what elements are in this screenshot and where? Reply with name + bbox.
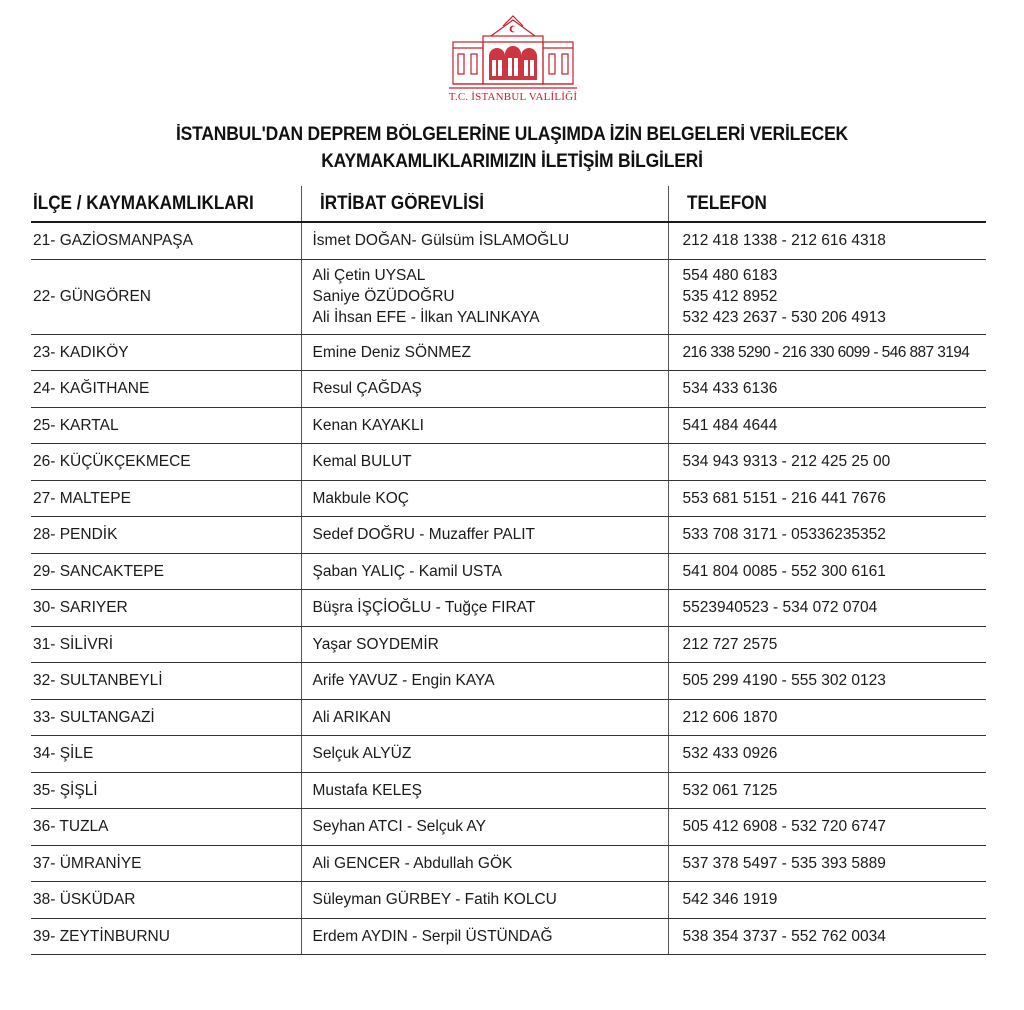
contact-name: Makbule KOÇ bbox=[312, 489, 409, 507]
contact-name: Saniye ÖZÜDOĞRU bbox=[312, 288, 455, 305]
phone-cell bbox=[668, 590, 986, 627]
contact-cell bbox=[301, 882, 668, 919]
contact-name: Kemal BULUT bbox=[312, 453, 412, 471]
contact-name: Yaşar SOYDEMİR bbox=[312, 635, 439, 653]
contact-cell bbox=[301, 444, 668, 481]
contact-name: Ali GENCER - Abdullah GÖK bbox=[312, 854, 513, 872]
table-header-row bbox=[31, 186, 986, 222]
phone-number: 534 433 6136 bbox=[682, 380, 778, 398]
phone-number: 533 708 3171 - 05336235352 bbox=[682, 526, 886, 544]
district-cell: 30- SARIYER bbox=[31, 590, 301, 627]
contact-name: Mustafa KELEŞ bbox=[312, 781, 422, 799]
phone-number: 532 423 2637 - 530 206 4913 bbox=[682, 309, 886, 326]
table-row bbox=[31, 222, 986, 259]
contact-name: Süleyman GÜRBEY - Fatih KOLCU bbox=[312, 891, 557, 909]
table-row bbox=[31, 882, 986, 919]
phone-number: 537 378 5497 - 535 393 5889 bbox=[682, 854, 886, 872]
contact-name: Selçuk ALYÜZ bbox=[312, 745, 412, 763]
contact-name: Ali Çetin UYSAL bbox=[312, 267, 426, 284]
column-header-district: İLÇE / KAYMAKAMLIKLARI bbox=[31, 186, 301, 222]
table-row bbox=[31, 736, 986, 773]
phone-number: 5523940523 - 534 072 0704 bbox=[682, 599, 878, 617]
phone-number: 535 412 8952 bbox=[682, 288, 778, 305]
district-cell: 37- ÜMRANİYE bbox=[31, 845, 301, 882]
column-header-contact: İRTİBAT GÖREVLİSİ bbox=[301, 186, 668, 222]
contact-cell bbox=[301, 772, 668, 809]
table-row bbox=[31, 407, 986, 444]
contact-cell bbox=[301, 553, 668, 590]
page-title bbox=[41, 121, 983, 175]
district-cell: 27- MALTEPE bbox=[31, 480, 301, 517]
contacts-table bbox=[31, 186, 986, 955]
table-row bbox=[31, 626, 986, 663]
phone-number: 212 727 2575 bbox=[682, 635, 778, 653]
phone-cell bbox=[668, 699, 986, 736]
contact-cell bbox=[301, 626, 668, 663]
phone-cell bbox=[668, 882, 986, 919]
table-row bbox=[31, 371, 986, 408]
contact-cell bbox=[301, 517, 668, 554]
contact-name: İsmet DOĞAN- Gülsüm İSLAMOĞLU bbox=[312, 232, 570, 250]
contact-cell bbox=[301, 736, 668, 773]
phone-number: 212 606 1870 bbox=[682, 708, 778, 726]
district-cell: 34- ŞİLE bbox=[31, 736, 301, 773]
phone-cell bbox=[668, 809, 986, 846]
contact-cell bbox=[301, 845, 668, 882]
table-row bbox=[31, 845, 986, 882]
district-cell: 35- ŞİŞLİ bbox=[31, 772, 301, 809]
phone-cell bbox=[668, 407, 986, 444]
district-cell: 22- GÜNGÖREN bbox=[31, 259, 301, 334]
phone-cell bbox=[668, 626, 986, 663]
contact-cell bbox=[301, 334, 668, 371]
contact-name: Şaban YALIÇ - Kamil USTA bbox=[312, 562, 503, 580]
district-cell: 25- KARTAL bbox=[31, 407, 301, 444]
phone-cell bbox=[668, 918, 986, 955]
phone-cell bbox=[668, 772, 986, 809]
table-row bbox=[31, 772, 986, 809]
contact-name: Büşra İŞÇİOĞLU - Tuğçe FIRAT bbox=[312, 599, 536, 617]
district-cell: 21- GAZİOSMANPAŞA bbox=[31, 222, 301, 259]
district-cell: 26- KÜÇÜKÇEKMECE bbox=[31, 444, 301, 481]
phone-number: 505 412 6908 - 532 720 6747 bbox=[682, 818, 886, 836]
table-row bbox=[31, 699, 986, 736]
contact-name: Erdem AYDIN - Serpil ÜSTÜNDAĞ bbox=[312, 927, 553, 945]
district-cell: 31- SİLİVRİ bbox=[31, 626, 301, 663]
table-row bbox=[31, 480, 986, 517]
district-cell: 24- KAĞITHANE bbox=[31, 371, 301, 408]
contact-cell bbox=[301, 918, 668, 955]
phone-number: 532 433 0926 bbox=[682, 745, 778, 763]
table-row bbox=[31, 663, 986, 700]
title-line-1: İSTANBUL'DAN DEPREM BÖLGELERİNE ULAŞIMDA İZİN BELGELERİ VERİLECEK bbox=[175, 124, 849, 145]
phone-number: 505 299 4190 - 555 302 0123 bbox=[682, 672, 886, 690]
table-row bbox=[31, 517, 986, 554]
istanbul-valiligi-logo bbox=[446, 14, 580, 110]
district-cell: 33- SULTANGAZİ bbox=[31, 699, 301, 736]
logo-caption: T.C. İSTANBUL VALİLİĞİ bbox=[448, 91, 578, 103]
table-row bbox=[31, 553, 986, 590]
phone-cell bbox=[668, 259, 986, 334]
contact-cell bbox=[301, 371, 668, 408]
contact-name: Kenan KAYAKLI bbox=[312, 416, 424, 434]
contact-name: Emine Deniz SÖNMEZ bbox=[312, 343, 471, 361]
building-icon bbox=[447, 14, 579, 92]
table-row bbox=[31, 590, 986, 627]
phone-number: 542 346 1919 bbox=[682, 891, 778, 909]
phone-cell bbox=[668, 517, 986, 554]
phone-number: 554 480 6183 bbox=[682, 267, 778, 284]
contact-name: Seyhan ATCI - Selçuk AY bbox=[312, 818, 486, 836]
district-cell: 36- TUZLA bbox=[31, 809, 301, 846]
district-cell: 29- SANCAKTEPE bbox=[31, 553, 301, 590]
contact-name: Ali İhsan EFE - İlkan YALINKAYA bbox=[312, 309, 540, 326]
phone-cell bbox=[668, 736, 986, 773]
phone-number: 534 943 9313 - 212 425 25 00 bbox=[682, 453, 891, 471]
contact-cell bbox=[301, 590, 668, 627]
contact-cell bbox=[301, 480, 668, 517]
contact-cell bbox=[301, 809, 668, 846]
contact-cell bbox=[301, 663, 668, 700]
phone-cell bbox=[668, 222, 986, 259]
phone-number: 532 061 7125 bbox=[682, 781, 778, 799]
phone-number: 541 804 0085 - 552 300 6161 bbox=[682, 562, 886, 580]
table-row bbox=[31, 334, 986, 371]
phone-number: 212 418 1338 - 212 616 4318 bbox=[682, 232, 886, 250]
phone-cell bbox=[668, 845, 986, 882]
phone-cell bbox=[668, 371, 986, 408]
table-row bbox=[31, 918, 986, 955]
district-cell: 23- KADIKÖY bbox=[31, 334, 301, 371]
contact-cell bbox=[301, 259, 668, 334]
contact-name: Resul ÇAĞDAŞ bbox=[312, 380, 422, 398]
district-cell: 38- ÜSKÜDAR bbox=[31, 882, 301, 919]
contact-name: Arife YAVUZ - Engin KAYA bbox=[312, 672, 495, 690]
district-cell: 39- ZEYTİNBURNU bbox=[31, 918, 301, 955]
phone-cell bbox=[668, 663, 986, 700]
phone-number: 541 484 4644 bbox=[682, 416, 778, 434]
contact-name: Ali ARIKAN bbox=[312, 708, 391, 726]
phone-number: 216 338 5290 - 216 330 6099 - 546 887 3194 bbox=[682, 343, 970, 361]
phone-cell bbox=[668, 480, 986, 517]
phone-cell bbox=[668, 444, 986, 481]
district-cell: 28- PENDİK bbox=[31, 517, 301, 554]
contact-cell bbox=[301, 699, 668, 736]
phone-number: 538 354 3737 - 552 762 0034 bbox=[682, 927, 886, 945]
table-row bbox=[31, 444, 986, 481]
table-row bbox=[31, 809, 986, 846]
contact-cell bbox=[301, 222, 668, 259]
title-line-2: KAYMAKAMLIKLARIMIZIN İLETİŞİM BİLGİLERİ bbox=[321, 151, 703, 172]
phone-number: 553 681 5151 - 216 441 7676 bbox=[682, 489, 886, 507]
contact-cell bbox=[301, 407, 668, 444]
phone-cell bbox=[668, 553, 986, 590]
contact-name: Sedef DOĞRU - Muzaffer PALIT bbox=[312, 526, 536, 544]
district-cell: 32- SULTANBEYLİ bbox=[31, 663, 301, 700]
table-row bbox=[31, 259, 986, 334]
phone-cell bbox=[668, 334, 986, 371]
column-header-phone: TELEFON bbox=[668, 186, 986, 222]
